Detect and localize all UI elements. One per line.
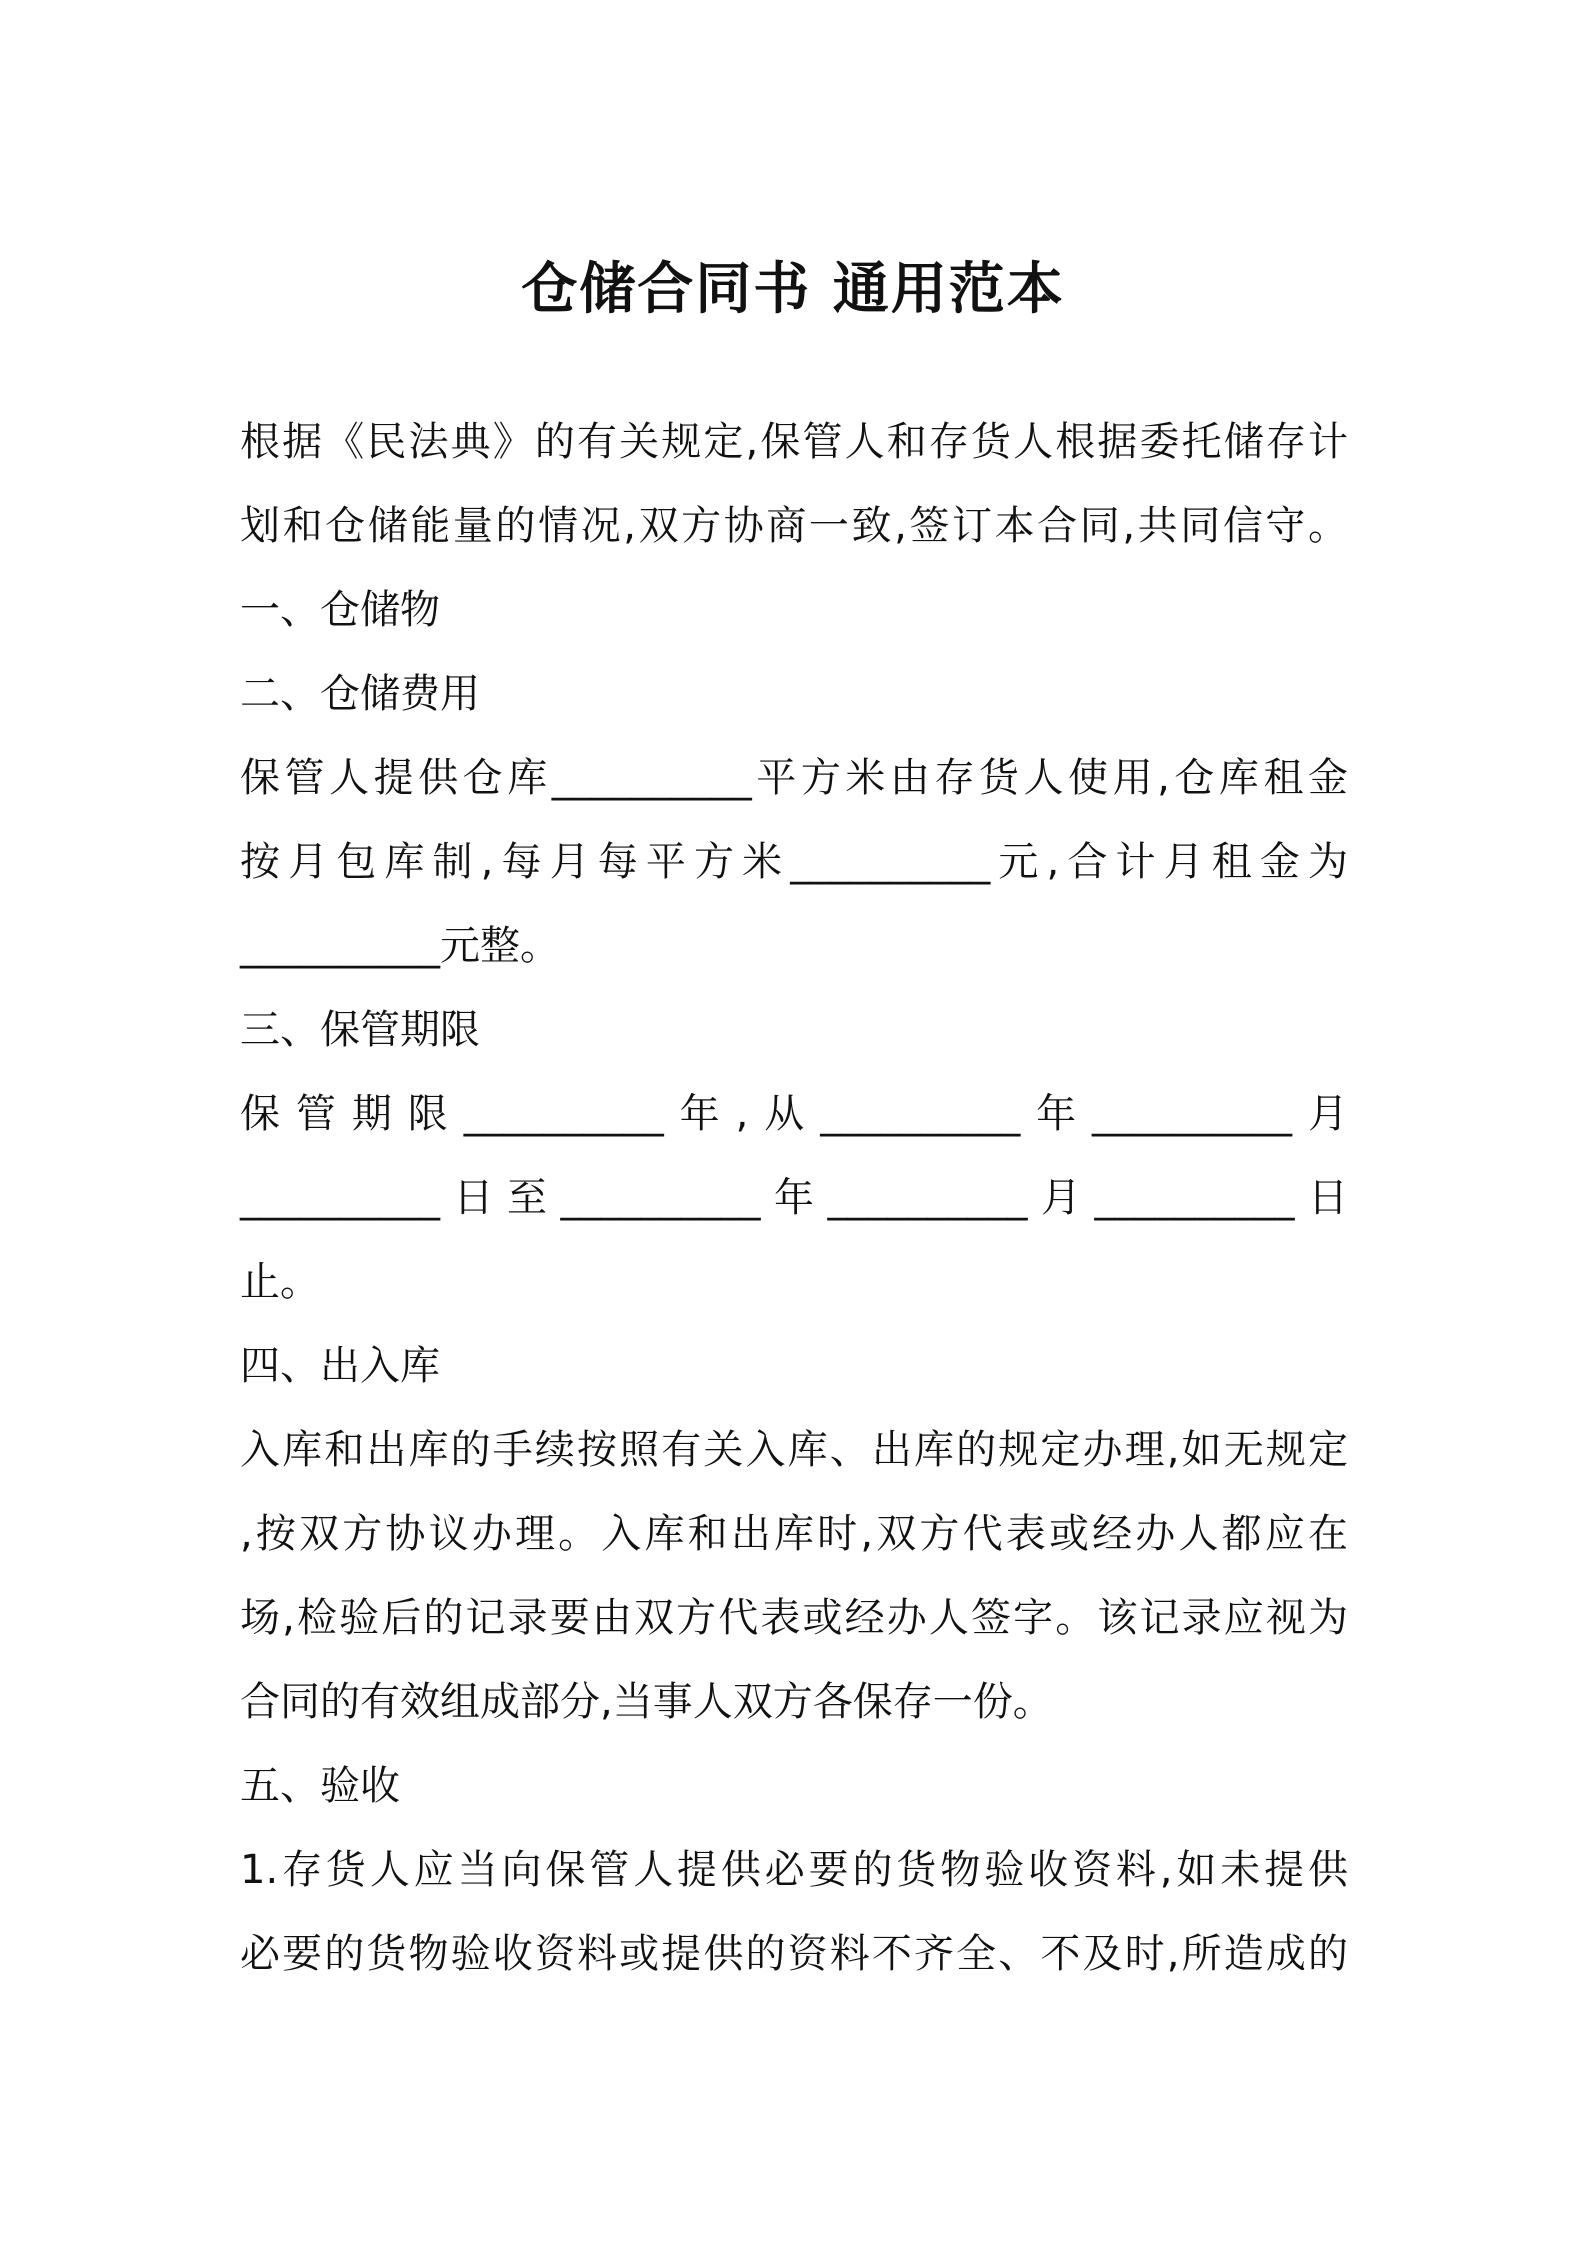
paragraph-line: 必要的货物验收资料或提供的资料不齐全、不及时,所造成的 — [240, 1931, 1348, 1977]
paragraph-line: 1.存货人应当向保管人提供必要的货物验收资料,如未提供 — [240, 1847, 1348, 1893]
paragraph-line: 入库和出库的手续按照有关入库、出库的规定办理,如无规定 — [240, 1427, 1348, 1473]
paragraph-line: 场,检验后的记录要由双方代表或经办人签字。该记录应视为 — [240, 1595, 1348, 1641]
paragraph-line: __________元整。 — [240, 923, 560, 969]
paragraph-line: 按月包库制,每月每平方米__________元,合计月租金为 — [240, 839, 1348, 885]
section-heading: 五、验收 — [240, 1763, 400, 1809]
paragraph-line: 划和仓储能量的情况,双方协商一致,签订本合同,共同信守。 — [240, 503, 1348, 549]
document-body — [240, 400, 1348, 1996]
section-heading: 二、仓储费用 — [240, 671, 480, 717]
paragraph-line: 合同的有效组成部分,当事人双方各保存一份。 — [240, 1679, 1053, 1725]
paragraph-line: 止。 — [240, 1259, 320, 1305]
paragraph-line: 保管期限__________年,从__________年__________月 — [240, 1091, 1348, 1137]
paragraph-line: ,按双方协议办理。入库和出库时,双方代表或经办人都应在 — [240, 1511, 1348, 1557]
paragraph-line: 保管人提供仓库__________平方米由存货人使用,仓库租金 — [240, 755, 1348, 801]
section-heading: 一、仓储物 — [240, 587, 440, 633]
paragraph-line: __________日至__________年__________月__________日 — [240, 1175, 1348, 1221]
document-title: 仓储合同书 通用范本 — [521, 257, 1065, 322]
section-heading: 四、出入库 — [240, 1343, 440, 1389]
paragraph-line: 根据《民法典》的有关规定,保管人和存货人根据委托储存计 — [240, 419, 1348, 465]
section-heading: 三、保管期限 — [240, 1007, 480, 1053]
